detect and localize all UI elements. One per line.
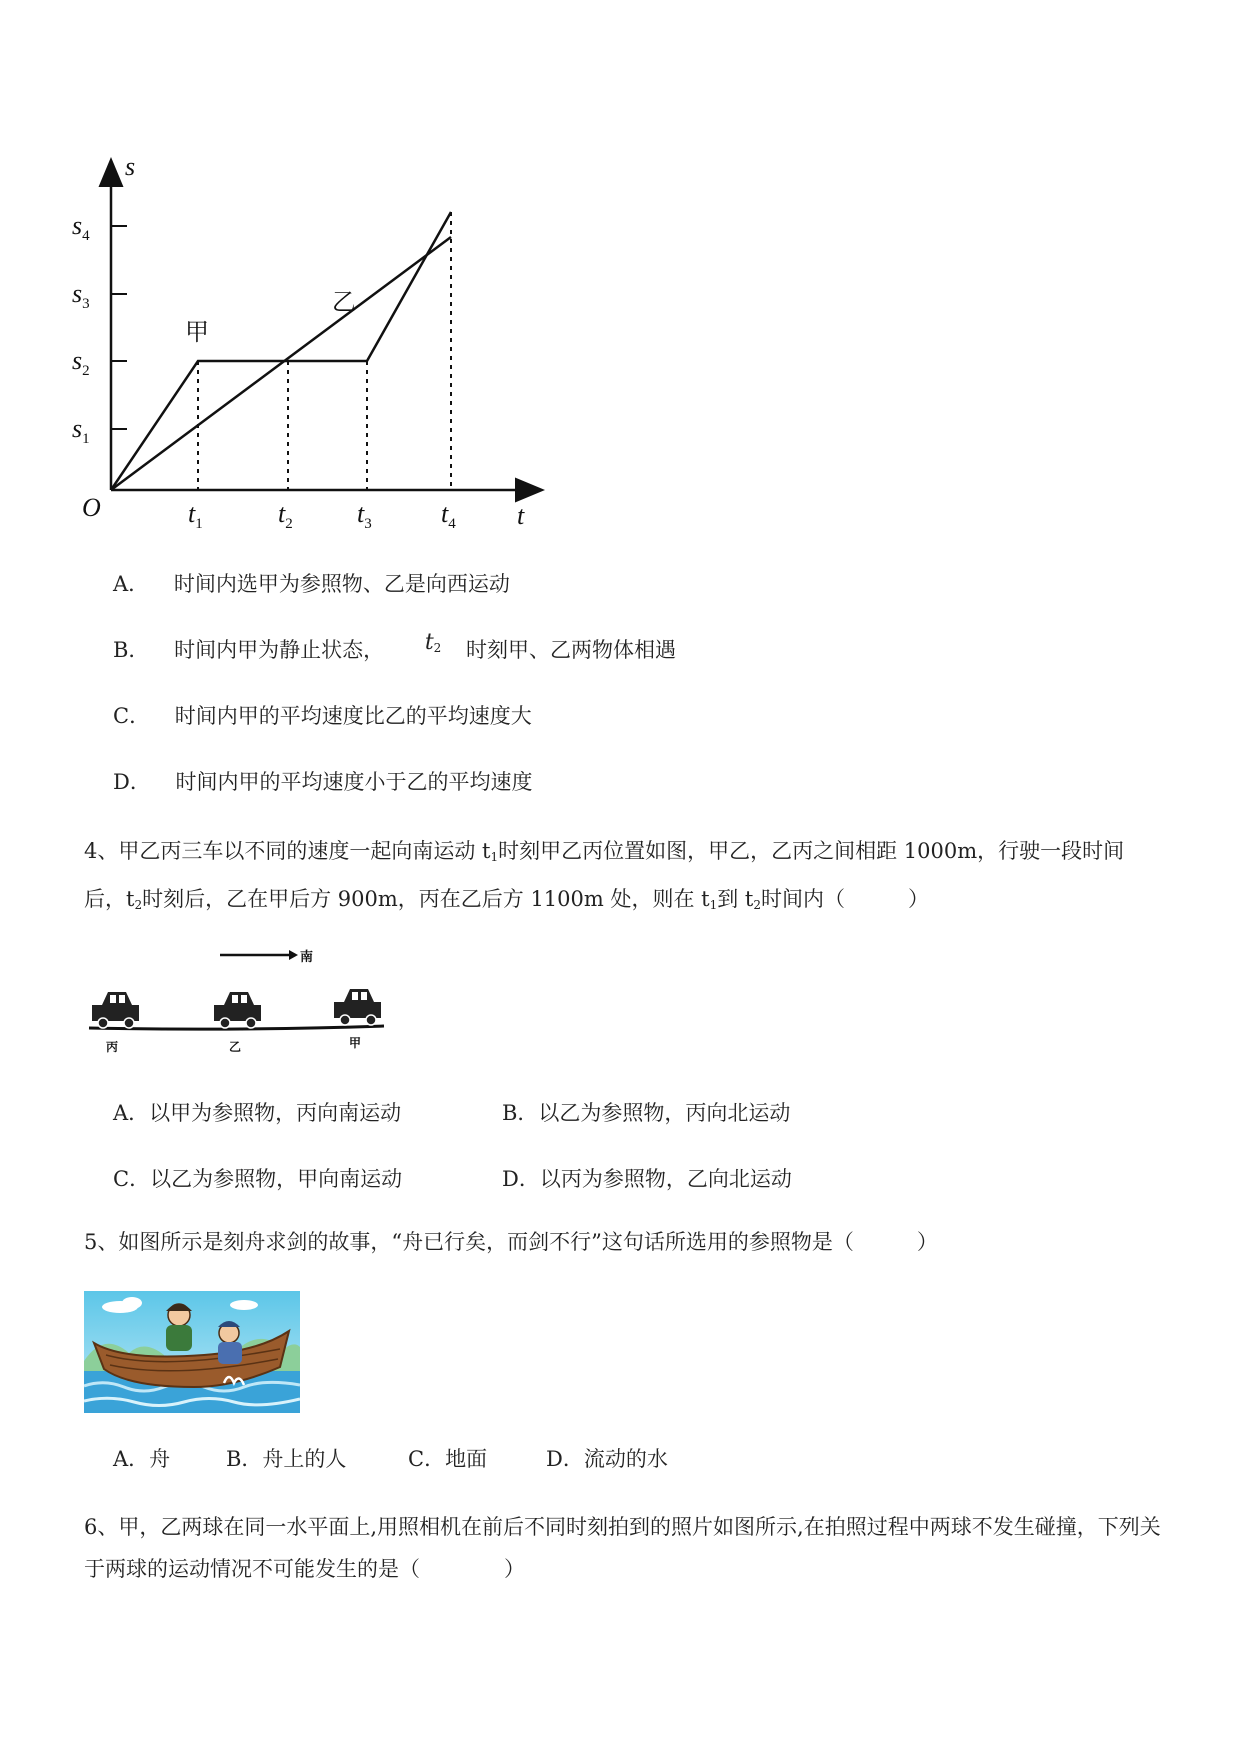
tick-t4: $t_4$ [441,499,456,532]
car-yi [214,992,261,1028]
origin-label: O [82,493,101,522]
axis-label-t: t [517,501,525,530]
label-jia: 甲 [185,318,209,346]
tick-t1: $t_1$ [188,499,203,532]
axis-label-s: s [125,152,136,181]
option-text: 时间内甲的平均速度比乙的平均速度大 [174,704,532,728]
q5-option-d[interactable]: D．流动的水 [546,1447,668,1471]
s-t-graph [70,150,550,540]
q4-option-a[interactable]: A．以甲为参照物，丙向南运动 [113,1101,402,1125]
car-bing [92,992,139,1028]
line-jia [111,212,451,490]
line-yi [111,237,451,490]
option-letter: B． [113,638,150,662]
q3-option-b[interactable] [113,630,676,664]
t2-symbol: $t_2$ [424,630,442,655]
boat-story-illustration [84,1291,300,1413]
option-letter: A． [113,572,150,596]
tick-s3: $s_3$ [72,279,90,312]
option-text: 时间内甲为静止状态， [174,638,385,662]
q5-stem: 5、如图所示是刻舟求剑的故事，“舟已行矣，而剑不行”这句话所选用的参照物是（ ） [84,1230,938,1254]
q3-option-d[interactable] [113,766,533,796]
tick-s4: $s_4$ [72,211,90,244]
tick-s1: $s_1$ [72,414,90,447]
tick-t3: $t_3$ [357,499,372,532]
tick-s2: $s_2$ [72,346,90,379]
car-label-yi: 乙 [229,1040,242,1054]
tick-t2: $t_2$ [278,499,293,532]
option-text: 时间内甲的平均速度小于乙的平均速度 [175,770,533,794]
q6-stem: 6、甲，乙两球在同一水平面上,用照相机在前后不同时刻拍到的照片如图所示,在拍照过程中两球不发生碰撞，下列关于两球的运动情况不可能发生的是（ ） [84,1515,1161,1581]
south-label: 南 [300,950,314,965]
q4-stem: 4、甲乙丙三车以不同的速度一起向南运动 $t_1$时刻甲乙丙位置如图，甲乙，乙丙之间相距 1000m，行驶一段时间后，$t_2$时刻后，乙在甲后方 900m，丙在乙后方 1100m 处，则在 $t_1$到 $t_2$时间内（ ） [84,839,1125,912]
option-text-after: 时刻甲、乙两物体相遇 [465,638,676,662]
cars-figure [84,935,394,1060]
q4-option-c[interactable]: C．以乙为参照物，甲向南运动 [113,1167,403,1191]
q5-option-c[interactable]: C．地面 [408,1447,488,1471]
label-yi: 乙 [332,288,356,316]
car-label-bing: 丙 [106,1040,119,1054]
q4-option-d[interactable]: D．以丙为参照物，乙向北运动 [502,1167,792,1191]
option-letter: C． [113,704,151,728]
q3-option-c[interactable] [113,700,532,730]
q3-option-a[interactable] [113,568,510,598]
car-label-jia: 甲 [349,1036,362,1050]
option-text: 时间内选甲为参照物、乙是向西运动 [173,572,510,596]
q5-option-b[interactable]: B．舟上的人 [226,1447,347,1471]
option-letter: D． [113,770,151,794]
q5-option-a[interactable]: A．舟 [113,1447,171,1471]
q4-option-b[interactable]: B．以乙为参照物，丙向北运动 [502,1101,791,1125]
car-jia [334,989,381,1025]
